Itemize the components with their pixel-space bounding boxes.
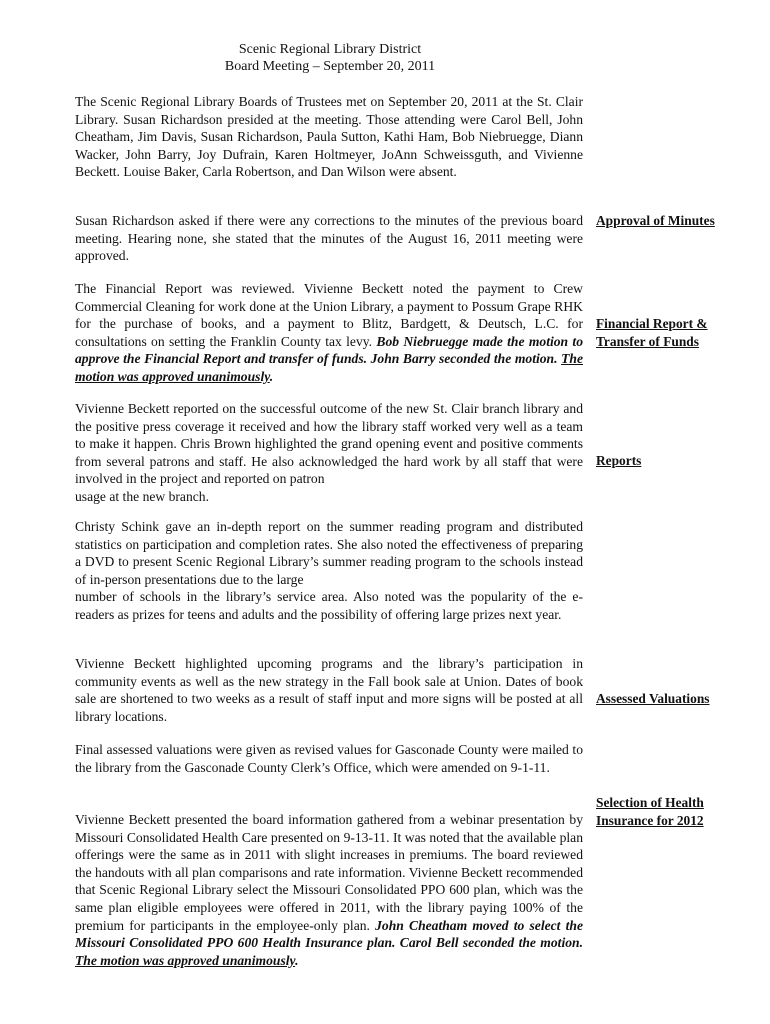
side-heading-assessed-valuations: Assessed Valuations	[596, 691, 710, 706]
paragraph-attendance: The Scenic Regional Library Boards of Trustees met on September 20, 2011 at the St. Clair Library. Susan Richardson presided at the meeting. Those attending were Carol Bell, John Cheatham, Jim Davis, Susan Richardson, Paula Sutton, Kathi Ham, Bob Niebruegge, Diann Wacker, John Barry, Joy Dufrain, Karen Holtmeyer, JoAnn Schweissguth, and Vivienne Beckett. Louise Baker, Carla Robertson, and Dan Wilson were absent.	[75, 94, 583, 180]
health-motion-text: John Cheatham moved to select the Missouri Consolidated PPO 600 Health Insurance plan. Carol Bell seconded the motion.	[75, 917, 583, 951]
side-heading-financial-line2: Transfer of Funds	[596, 333, 699, 349]
health-insurance-text: Vivienne Beckett presented the board information gathered from a webinar presentation by Missouri Consolidated Health Care presented on 9-13-11. It was noted that the available plan offerings were the same as in 2011 with slight increases in premiums. The board reviewed the handouts with all plan comparisons and rate information. Vivienne Beckett recommended that Scenic Regional Library select the Missouri Consolidated PPO 600 plan, which was the same plan eligible employees were offered in 2011, with the library paying 100% of the premium for participants in the employee-only plan.	[75, 812, 583, 933]
reports-st-clair-last-line: usage at the new branch.	[75, 488, 209, 504]
health-motion-period: .	[295, 952, 299, 968]
side-heading-approval-of-minutes: Approval of Minutes	[596, 213, 715, 228]
side-heading-financial-report	[596, 315, 766, 350]
document-subtitle: Board Meeting – September 20, 2011	[224, 59, 436, 74]
paragraph-summer-reading	[75, 518, 583, 624]
paragraph-financial-report	[75, 280, 583, 386]
paragraph-reports-st-clair	[75, 400, 583, 506]
paragraph-assessed-valuations: Final assessed valuations were given as revised values for Gasconade County were mailed to the library from the Gasconade County Clerk’s Office, which were amended on 9-1-11.	[75, 742, 583, 775]
summer-reading-text: Christy Schink gave an in-depth report on the summer reading program and distributed statistics on participation and completion rates. She also noted the effectiveness of preparing a DVD to present Scenic Regional Library’s summer reading program to the schools instead of in-person presentations due to the large	[75, 519, 583, 587]
financial-motion-text: Bob Niebruegge made the motion to approve the Financial Report and transfer of funds. John Barry seconded the motion.	[75, 333, 583, 367]
side-heading-financial-line1: Financial Report &	[596, 316, 708, 331]
side-heading-health-line1: Selection of Health	[596, 795, 704, 810]
paragraph-health-insurance	[75, 811, 583, 969]
side-heading-health-line2: Insurance for 2012	[596, 812, 704, 828]
paragraph-upcoming-programs: Vivienne Beckett highlighted upcoming programs and the library’s participation in community events as well as the new strategy in the Fall book sale at Union. Dates of book sale are shortened to two weeks as a result of staff input and more signs will be posted at all library locations.	[75, 656, 583, 724]
health-motion-result: The motion was approved unanimously	[75, 952, 296, 968]
paragraph-approval-of-minutes: Susan Richardson asked if there were any corrections to the minutes of the previous board meeting. Hearing none, she stated that the minutes of the August 16, 2011 meeting were approved.	[75, 213, 583, 264]
document-title: Scenic Regional Library District	[238, 42, 422, 57]
summer-reading-continued: number of schools in the library’s service area. Also noted was the popularity of the e-readers as prizes for teens and adults and the possibility of offering large prizes next year.	[75, 589, 583, 622]
financial-motion-result: The motion was approved unanimously	[75, 351, 583, 384]
reports-st-clair-text: Vivienne Beckett reported on the successful outcome of the new St. Clair branch library and the positive press coverage it received and how the library staff worked very well as a team to make it happen. Chris Brown highlighted the grand opening event and positive comments from several patrons and staff. He also acknowledged the hard work by all staff that were involved in the project and reported on patron	[75, 401, 583, 487]
financial-report-text: The Financial Report was reviewed. Vivienne Beckett noted the payment to Crew Commercial Cleaning for work done at the Union Library, a payment to Possum Grape RHK for the purchase of books, and a payment to Blitz, Bardgett, & Deutsch, L.C. for consultations on setting the Franklin County tax levy.	[75, 281, 583, 349]
side-heading-reports: Reports	[596, 453, 642, 468]
financial-motion-period: .	[269, 368, 274, 384]
side-heading-health-insurance	[596, 794, 766, 829]
